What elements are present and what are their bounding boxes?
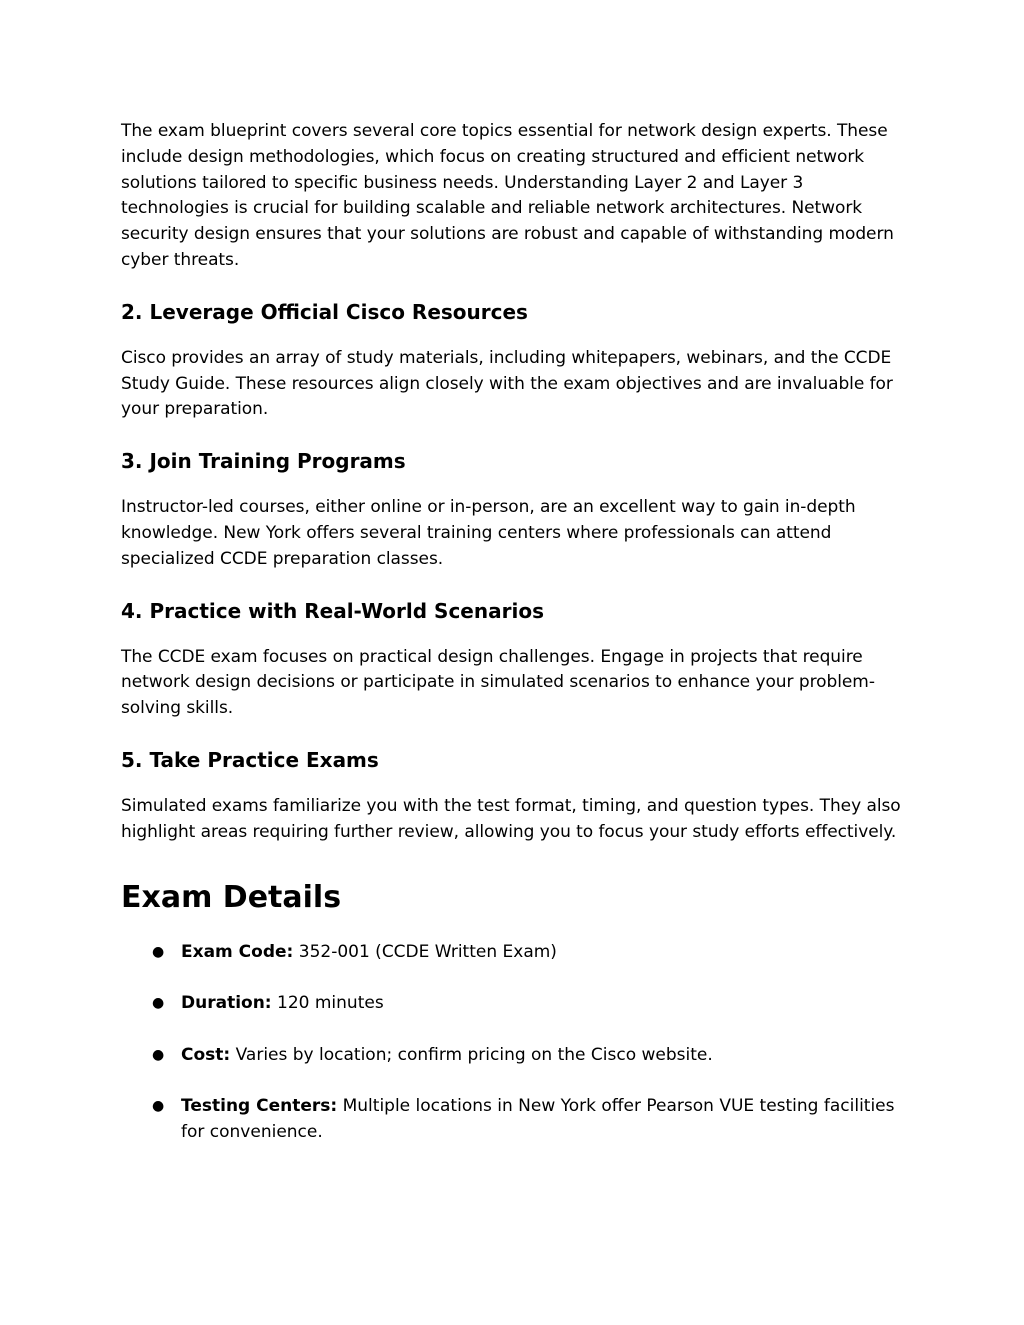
testing-centers-label: Testing Centers: bbox=[181, 1096, 338, 1117]
list-item-duration bbox=[121, 991, 911, 1017]
section-body-real-world-scenarios: The CCDE exam focuses on practical design challenges. Engage in projects that require network design decisions or participate in simulated scenarios to enhance your problem-solving skills. bbox=[121, 646, 875, 719]
exam-details-list bbox=[121, 940, 911, 1146]
bullet-icon: ● bbox=[152, 995, 165, 1012]
section-body-training-programs: Instructor-led courses, either online or in-person, are an excellent way to gain in-depth knowledge. New York offers several training centers where professionals can attend specialized CCDE preparation classes. bbox=[121, 497, 856, 569]
cost-value: Varies by location; confirm pricing on the Cisco website. bbox=[230, 1044, 713, 1065]
list-item-testing-centers bbox=[121, 1094, 911, 1146]
bullet-icon: ● bbox=[152, 1098, 165, 1115]
document-page bbox=[121, 119, 911, 1172]
section-body-leverage-resources: Cisco provides an array of study materials, including whitepapers, webinars, and the CCDE Study Guide. These resources align closely with the exam objectives and are invaluable for your preparation. bbox=[121, 347, 893, 420]
exam-details-title: Exam Details bbox=[121, 879, 342, 915]
section-heading-training-programs: 3. Join Training Programs bbox=[121, 449, 406, 474]
list-item-exam-code bbox=[121, 940, 911, 966]
testing-centers-value: Multiple locations in New York offer Pearson VUE testing facilities for convenience. bbox=[181, 1096, 895, 1143]
exam-code-value: 352-001 (CCDE Written Exam) bbox=[293, 941, 557, 962]
bullet-icon: ● bbox=[152, 1046, 165, 1063]
section-body-practice-exams: Simulated exams familiarize you with the test format, timing, and question types. They also highlight areas requiring further review, allowing you to focus your study efforts effectively. bbox=[121, 795, 901, 842]
section-heading-leverage-resources: 2. Leverage Official Cisco Resources bbox=[121, 299, 528, 324]
intro-paragraph: The exam blueprint covers several core topics essential for network design experts. These include design methodologies, which focus on creating structured and efficient network solutions tailored to specific business needs. Understanding Layer 2 and Layer 3 technologies is crucial for building scalable and reliable network architectures. Network security design ensures that your solutions are robust and capable of withstanding modern cyber threats. bbox=[121, 121, 894, 270]
section-heading-real-world-scenarios: 4. Practice with Real-World Scenarios bbox=[121, 598, 544, 623]
duration-value: 120 minutes bbox=[271, 993, 384, 1014]
cost-label: Cost: bbox=[181, 1044, 231, 1065]
duration-label: Duration: bbox=[181, 993, 272, 1014]
section-heading-practice-exams: 5. Take Practice Exams bbox=[121, 747, 379, 772]
list-item-cost bbox=[121, 1043, 911, 1069]
bullet-icon: ● bbox=[152, 943, 165, 960]
exam-code-label: Exam Code: bbox=[181, 941, 294, 962]
